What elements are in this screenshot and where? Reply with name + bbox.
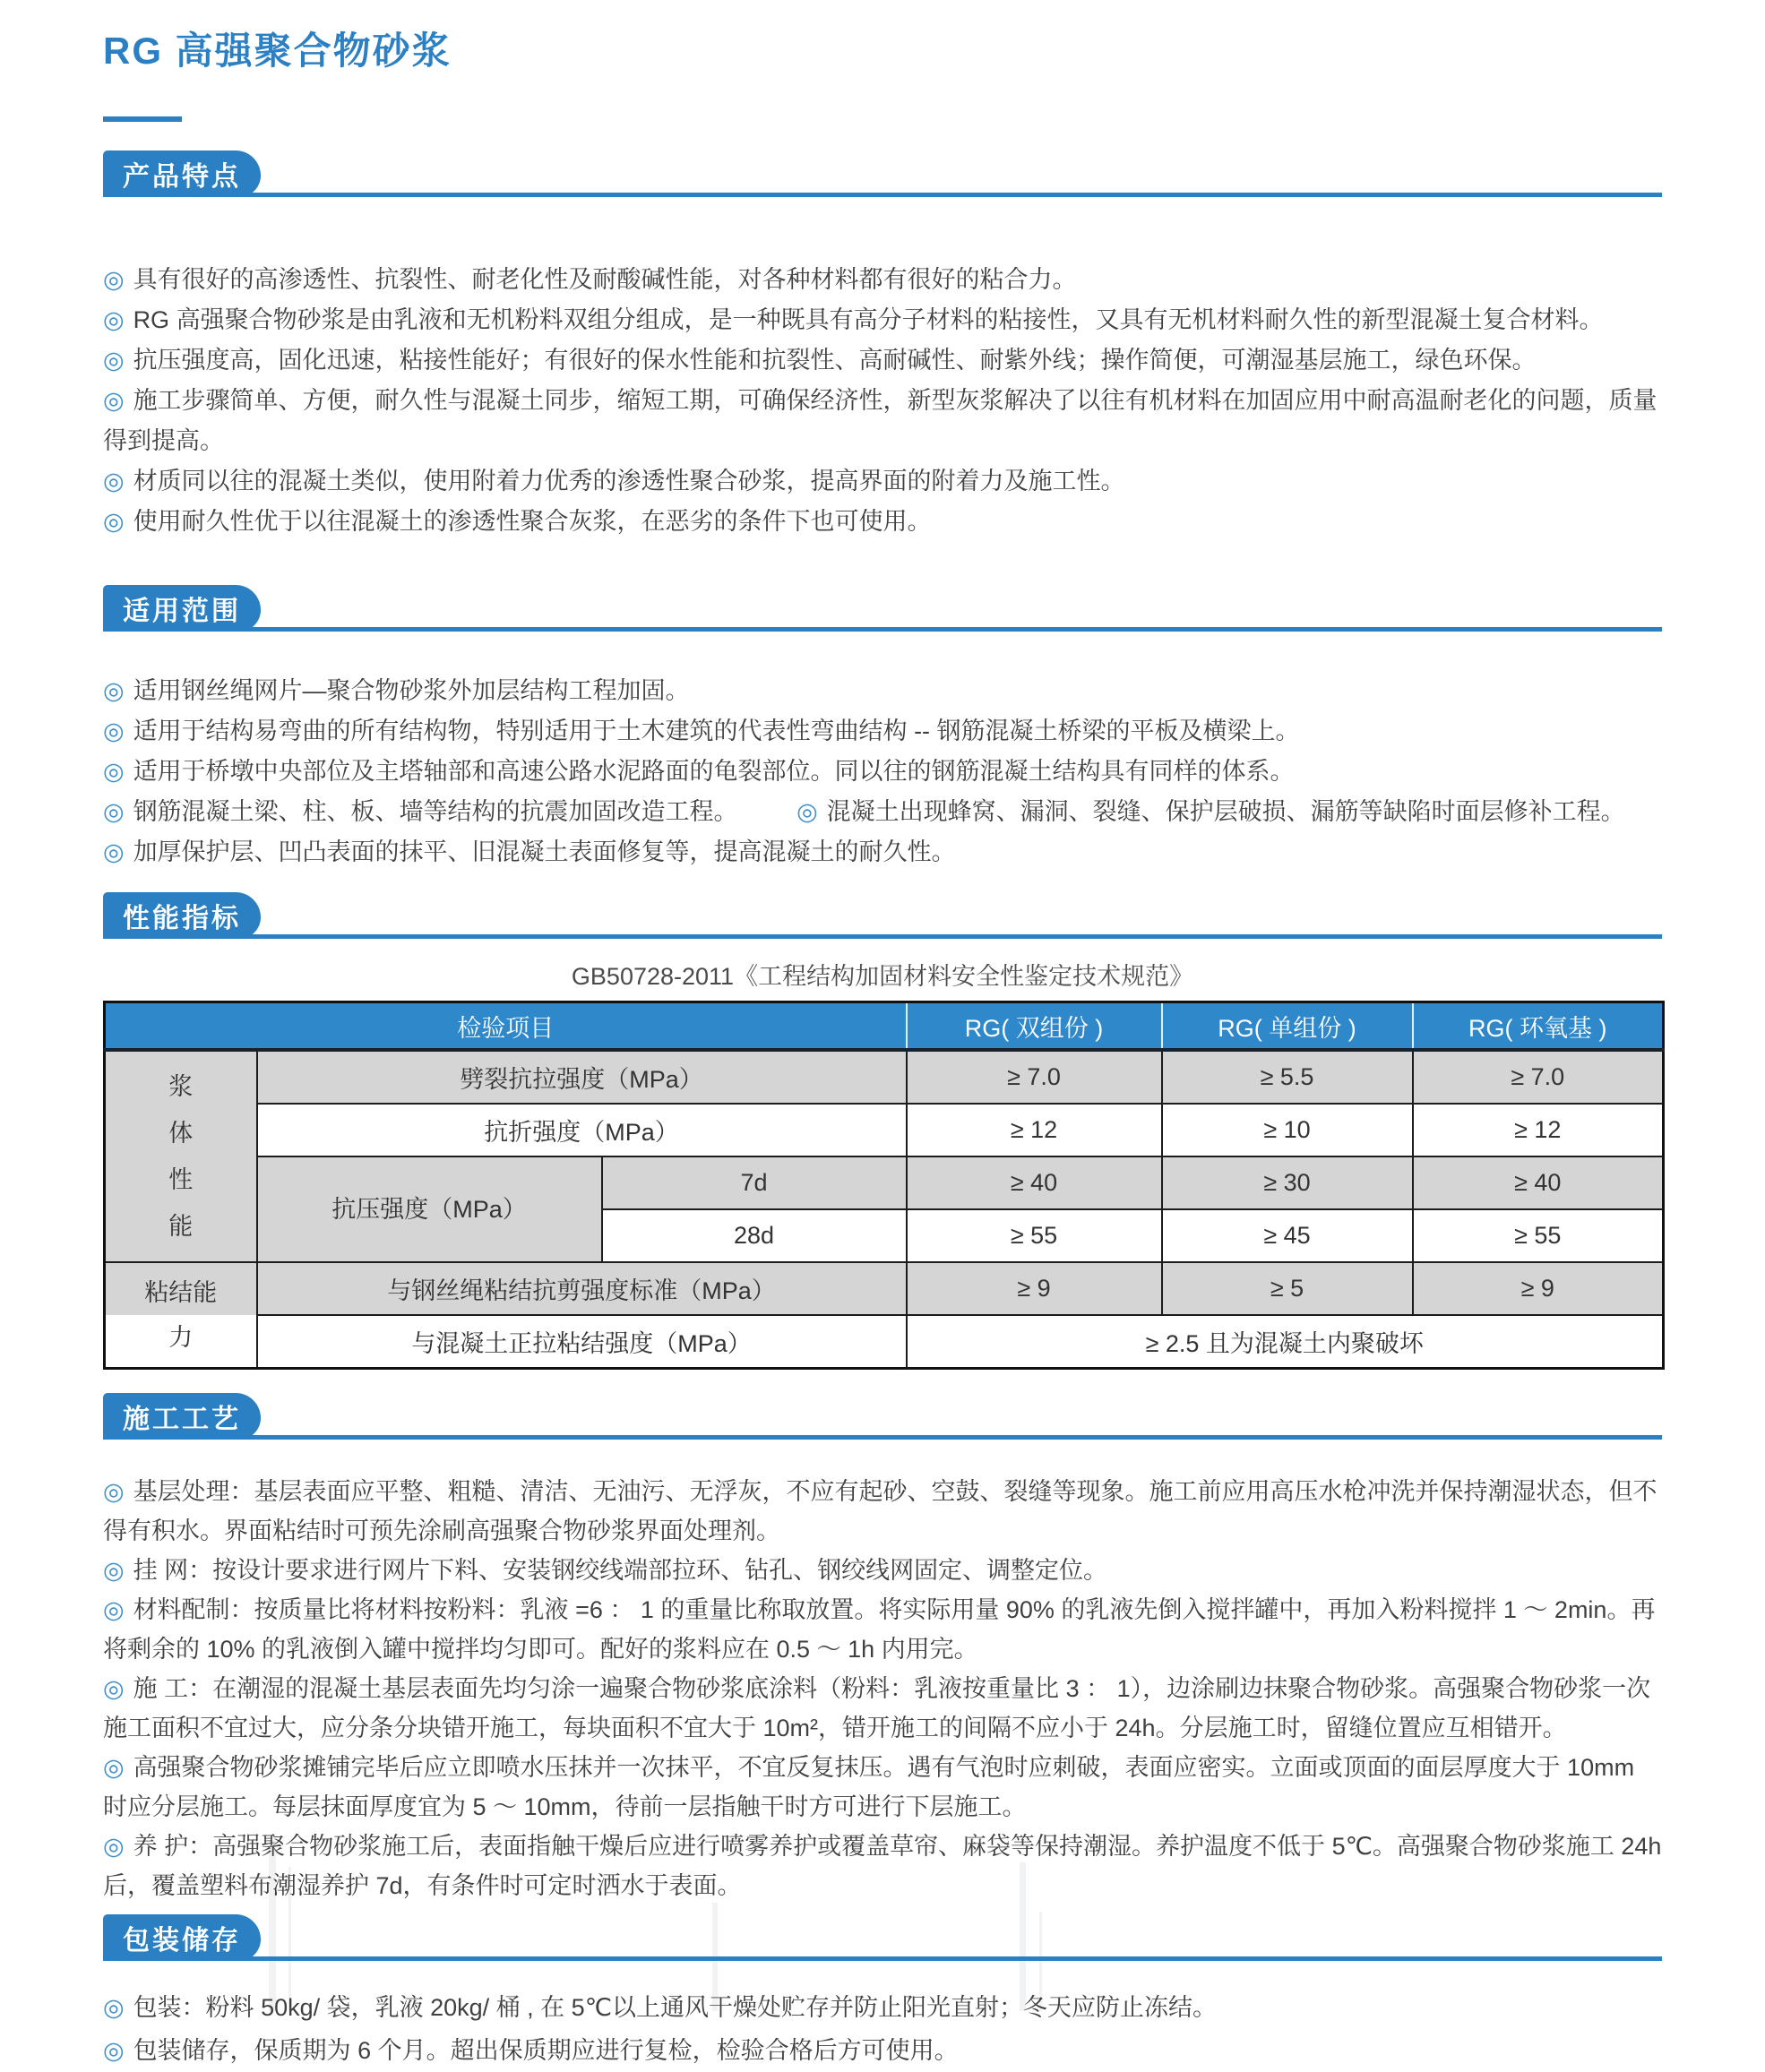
process-text: 材料配制：按质量比将材料按粉料：乳液 =6 ： 1 的重量比称取放置。将实际用量 90% 的乳液先倒入搅拌罐中，再加入粉料搅拌 1 ～ 2min。再将剩余的 10% 的乳液倒入罐中搅拌均匀即可。配好的浆料应在 0.5 ～ 1h 内用完。 xyxy=(103,1596,1656,1663)
table-caption: GB50728-2011《工程结构加固材料安全性鉴定技术规范》 xyxy=(571,963,1194,990)
bullet-icon: ◎ xyxy=(103,838,125,865)
scope-text: 适用钢丝绳网片—聚合物砂浆外加层结构工程加固。 xyxy=(133,677,690,704)
process-item xyxy=(103,1472,1662,1551)
feature-text: 施工步骤简单、方便，耐久性与混凝土同步，缩短工期，可确保经济性，新型灰浆解决了以往有机材料在加固应用中耐高温耐老化的问题，质量得到提高。 xyxy=(103,387,1657,454)
scope-item-pair xyxy=(103,792,1662,832)
feature-item xyxy=(103,502,1662,542)
table-row xyxy=(105,1156,1664,1209)
section-rule xyxy=(103,193,1662,197)
bullet-icon: ◎ xyxy=(103,677,125,704)
scope-item xyxy=(103,711,1662,752)
features-list xyxy=(103,260,1662,542)
feature-text: RG 高强聚合物砂浆是由乳液和无机粉料双组分组成，是一种既具有高分子材料的粘接性，又具有无机材料耐久性的新型混凝土复合材料。 xyxy=(133,306,1604,333)
value-cell: ≥ 30 xyxy=(1162,1156,1413,1209)
feature-text: 抗压强度高，固化迅速，粘接性能好；有很好的保水性能和抗裂性、高耐碱性、耐紫外线；操作简便，可潮湿基层施工，绿色环保。 xyxy=(133,347,1537,374)
section-rule xyxy=(103,1956,1662,1961)
table-row xyxy=(105,1050,1664,1104)
process-item xyxy=(103,1551,1662,1590)
item-cell: 抗折强度（MPa） xyxy=(257,1104,907,1156)
table-header-row xyxy=(105,1002,1664,1051)
performance-table xyxy=(103,1001,1665,1370)
process-item xyxy=(103,1669,1662,1748)
bullet-icon: ◎ xyxy=(103,306,125,333)
scope-item xyxy=(103,832,1662,873)
section-features xyxy=(103,150,1662,542)
feature-text: 材质同以往的混凝土类似，使用附着力优秀的渗透性聚合砂浆，提高界面的附着力及施工性。 xyxy=(133,468,1125,494)
item-cell: 与钢丝绳粘结抗剪强度标准（MPa） xyxy=(257,1262,907,1315)
section-features-heading xyxy=(103,150,1662,197)
item-cell: 抗压强度（MPa） xyxy=(257,1156,602,1262)
group-label: 粘结能力 xyxy=(144,1279,218,1351)
table-header-cell: 检验项目 xyxy=(105,1002,907,1051)
bullet-icon: ◎ xyxy=(103,1557,125,1584)
bullet-icon: ◎ xyxy=(103,798,125,825)
item-cell: 劈裂抗拉强度（MPa） xyxy=(257,1050,907,1104)
feature-item xyxy=(103,340,1662,381)
section-packaging xyxy=(103,1914,1662,2072)
process-item xyxy=(103,1748,1662,1827)
feature-item xyxy=(103,260,1662,300)
value-cell: ≥ 5 xyxy=(1162,1262,1413,1315)
process-list xyxy=(103,1472,1662,1905)
process-text: 高强聚合物砂浆摊铺完毕后应立即喷水压抹并一次抹平，不宜反复抹压。遇有气泡时应刺破，表面应密实。立面或顶面的面层厚度大于 10mm 时应分层施工。每层抹面厚度宜为 5 ～ 10mm，待前一层指触干时方可进行下层施工。 xyxy=(103,1754,1635,1820)
bullet-icon: ◎ xyxy=(103,508,125,535)
table-header-cell: RG( 环氧基 ) xyxy=(1413,1002,1664,1051)
process-text: 挂 网：按设计要求进行网片下料、安装钢绞线端部拉环、钻孔、钢绞线网固定、调整定位。 xyxy=(133,1557,1108,1584)
scope-text: 适用于结构易弯曲的所有结构物，特别适用于土木建筑的代表性弯曲结构 -- 钢筋混凝土桥梁的平板及横梁上。 xyxy=(133,718,1300,744)
table-header-cell: RG( 双组份 ) xyxy=(907,1002,1162,1051)
table-header-cell: RG( 单组份 ) xyxy=(1162,1002,1413,1051)
section-process-heading xyxy=(103,1393,1662,1440)
bullet-icon: ◎ xyxy=(103,1478,125,1505)
scope-text: 适用于桥墩中央部位及主塔轴部和高速公路水泥路面的龟裂部位。同以往的钢筋混凝土结构具有同样的体系。 xyxy=(133,758,1295,785)
merged-value-cell: ≥ 2.5 且为混凝土内聚破坏 xyxy=(907,1315,1664,1369)
scope-text: 钢筋混凝土梁、柱、板、墙等结构的抗震加固改造工程。 xyxy=(133,798,738,825)
scope-text: 加厚保护层、凹凸表面的抹平、旧混凝土表面修复等，提高混凝土的耐久性。 xyxy=(133,838,956,865)
bullet-icon: ◎ xyxy=(103,1754,125,1781)
bullet-icon: ◎ xyxy=(103,1833,125,1860)
scope-item xyxy=(103,671,1662,711)
sub-item-cell: 7d xyxy=(602,1156,907,1209)
scope-text: 混凝土出现蜂窝、漏洞、裂缝、保护层破损、漏筋等缺陷时面层修补工程。 xyxy=(826,798,1625,825)
process-text: 施 工：在潮湿的混凝土基层表面先均匀涂一遍聚合物砂浆底涂料（粉料：乳液按重量比 3 ： 1），边涂刷边抹聚合物砂浆。高强聚合物砂浆一次施工面积不宜过大，应分条分块错开施工，每块面积不宜大于 10m²，错开施工的间隔不应小于 24h。分层施工时，留缝位置应互相错开。 xyxy=(103,1675,1651,1741)
group-label-cell xyxy=(105,1050,257,1262)
packaging-text: 包装储存，保质期为 6 个月。超出保质期应进行复检，检验合格后方可使用。 xyxy=(133,2037,959,2064)
bullet-icon: ◎ xyxy=(796,798,818,825)
value-cell: ≥ 7.0 xyxy=(1413,1050,1664,1104)
section-badge: 产品特点 xyxy=(103,150,261,197)
scope-pair-right xyxy=(796,798,1625,825)
section-badge: 性能指标 xyxy=(103,892,261,939)
bullet-icon: ◎ xyxy=(103,758,125,785)
scope-list xyxy=(103,671,1662,873)
title-underline xyxy=(103,116,182,122)
section-performance-heading xyxy=(103,892,1662,939)
process-item xyxy=(103,1590,1662,1669)
group-label: 浆体性能 xyxy=(168,1073,194,1240)
sub-item-cell: 28d xyxy=(602,1209,907,1262)
value-cell: ≥ 40 xyxy=(1413,1156,1664,1209)
bullet-icon: ◎ xyxy=(103,266,125,293)
packaging-text: 包装：粉料 50kg/ 袋，乳液 20kg/ 桶 , 在 5℃以上通风干燥处贮存并防止阳光直射；冬天应防止冻结。 xyxy=(133,1994,1218,2021)
packaging-list xyxy=(103,1986,1662,2072)
value-cell: ≥ 9 xyxy=(907,1262,1162,1315)
value-cell: ≥ 7.0 xyxy=(907,1050,1162,1104)
section-rule xyxy=(103,1435,1662,1440)
bullet-icon: ◎ xyxy=(103,1675,125,1702)
table-row xyxy=(105,1104,1664,1156)
value-cell: ≥ 5.5 xyxy=(1162,1050,1413,1104)
bullet-icon: ◎ xyxy=(103,387,125,414)
group-label-cell xyxy=(105,1262,257,1369)
process-text: 养 护：高强聚合物砂浆施工后，表面指触干燥后应进行喷雾养护或覆盖草帘、麻袋等保持潮湿。养护温度不低于 5℃。高强聚合物砂浆施工 24h 后，覆盖塑料布潮湿养护 7d，有条件时可定时洒水于表面。 xyxy=(103,1833,1662,1899)
value-cell: ≥ 45 xyxy=(1162,1209,1413,1262)
section-rule xyxy=(103,627,1662,632)
packaging-item xyxy=(103,1986,1662,2029)
value-cell: ≥ 55 xyxy=(907,1209,1162,1262)
feature-text: 使用耐久性优于以往混凝土的渗透性聚合灰浆，在恶劣的条件下也可使用。 xyxy=(133,508,932,535)
page-content xyxy=(0,21,1765,2072)
feature-item xyxy=(103,461,1662,502)
scope-item xyxy=(103,752,1662,792)
table-row xyxy=(105,1315,1664,1369)
packaging-item xyxy=(103,2029,1662,2072)
section-packaging-heading xyxy=(103,1914,1662,1961)
value-cell: ≥ 55 xyxy=(1413,1209,1664,1262)
section-badge: 包装储存 xyxy=(103,1914,261,1961)
value-cell: ≥ 12 xyxy=(1413,1104,1664,1156)
bullet-icon: ◎ xyxy=(103,1994,125,2021)
value-cell: ≥ 12 xyxy=(907,1104,1162,1156)
section-rule xyxy=(103,934,1662,939)
bullet-icon: ◎ xyxy=(103,1596,125,1623)
feature-item xyxy=(103,300,1662,340)
value-cell: ≥ 10 xyxy=(1162,1104,1413,1156)
section-performance xyxy=(103,892,1662,1370)
process-text: 基层处理：基层表面应平整、粗糙、清洁、无油污、无浮灰，不应有起砂、空鼓、裂缝等现象。施工前应用高压水枪冲洗并保持潮湿状态，但不得有积水。界面粘结时可预先涂刷高强聚合物砂浆界面处理剂。 xyxy=(103,1478,1657,1544)
bullet-icon: ◎ xyxy=(103,468,125,494)
bullet-icon: ◎ xyxy=(103,347,125,374)
section-scope xyxy=(103,585,1662,873)
process-item xyxy=(103,1827,1662,1905)
scope-pair-left xyxy=(103,798,738,825)
section-process xyxy=(103,1393,1662,1905)
page-title: RG 高强聚合物砂浆 xyxy=(103,30,452,72)
value-cell: ≥ 40 xyxy=(907,1156,1162,1209)
value-cell: ≥ 9 xyxy=(1413,1262,1664,1315)
bullet-icon: ◎ xyxy=(103,718,125,744)
feature-item xyxy=(103,381,1662,461)
bullet-icon: ◎ xyxy=(103,2037,125,2064)
section-badge: 施工工艺 xyxy=(103,1393,261,1440)
feature-text: 具有很好的高渗透性、抗裂性、耐老化性及耐酸碱性能，对各种材料都有很好的粘合力。 xyxy=(133,266,1077,293)
table-row xyxy=(105,1262,1664,1315)
item-cell: 与混凝土正拉粘结强度（MPa） xyxy=(257,1315,907,1369)
section-badge: 适用范围 xyxy=(103,585,261,632)
section-scope-heading xyxy=(103,585,1662,632)
